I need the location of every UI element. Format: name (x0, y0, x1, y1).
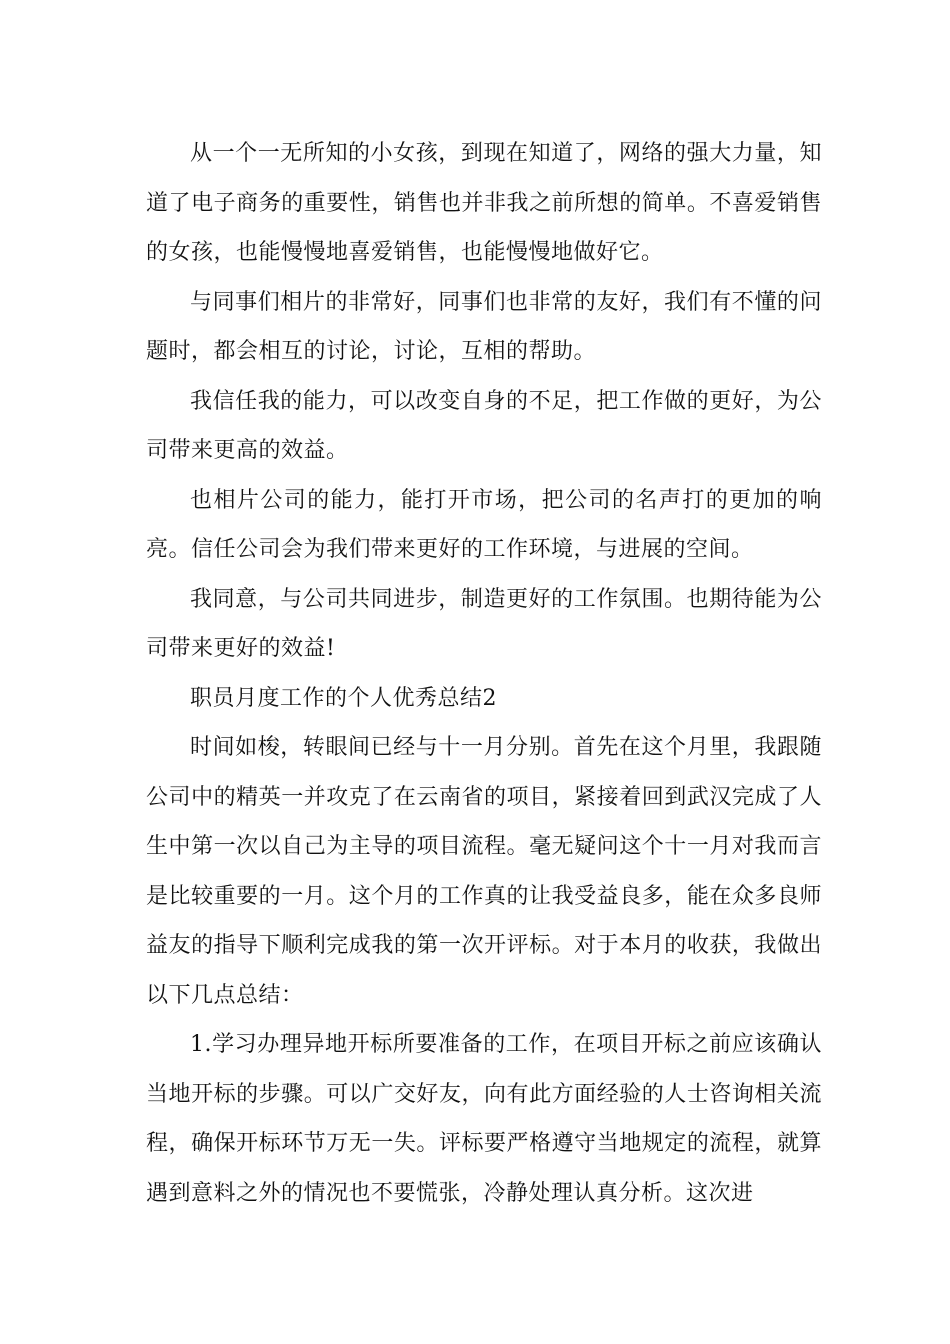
paragraph-4: 也相片公司的能力，能打开市场，把公司的名声打的更加的响亮。信任公司会为我们带来更好的工作环境，与进展的空间。 (146, 487, 822, 562)
paragraph-2: 与同事们相片的非常好，同事们也非常的友好，我们有不懂的问题时，都会相互的讨论，讨论，互相的帮助。 (146, 289, 822, 364)
paragraph-1: 从一个一无所知的小女孩，到现在知道了，网络的强大力量，知道了电子商务的重要性，销售也并非我之前所想的简单。不喜爱销售的女孩，也能慢慢地喜爱销售，也能慢慢地做好它。 (146, 141, 822, 265)
paragraph-3: 我信任我的能力，可以改变自身的不足，把工作做的更好，为公司带来更高的效益。 (146, 388, 822, 463)
section-paragraph-1: 时间如梭，转眼间已经与十一月分别。首先在这个月里，我跟随公司中的精英一并攻克了在云南省的项目，紧接着回到武汉完成了人生中第一次以自己为主导的项目流程。毫无疑问这个十一月对我而言是比较重要的一月。这个月的工作真的让我受益良多，能在众多良师益友的指导下顺利完成我的第一次开评标。对于本月的收获，我做出以下几点总结： (146, 735, 822, 1008)
section-paragraph-2: 1.学习办理异地开标所要准备的工作，在项目开标之前应该确认当地开标的步骤。可以广交好友，向有此方面经验的人士咨询相关流程，确保开标环节万无一失。评标要严格遵守当地规定的流程，就算遇到意料之外的情况也不要慌张，冷静处理认真分析。这次进 (146, 1032, 822, 1206)
document-body (146, 129, 822, 1218)
paragraph-5: 我同意，与公司共同进步，制造更好的工作氛围。也期待能为公司带来更好的效益! (146, 586, 822, 661)
section-title: 职员月度工作的个人优秀总结2 (190, 685, 497, 711)
